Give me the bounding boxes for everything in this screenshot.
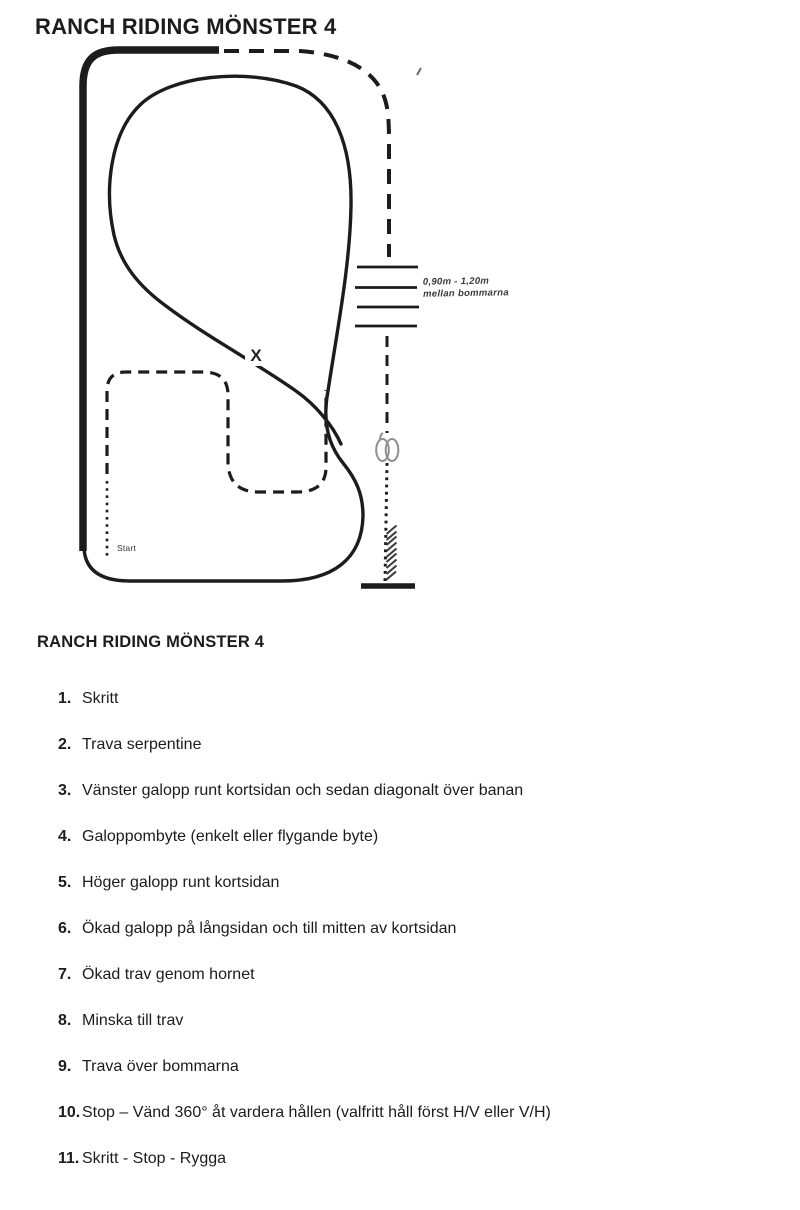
step-number: 6. [58,920,72,937]
step-number: 11. [58,1150,80,1167]
step-text: Vänster galopp runt kortsidan och sedan diagonalt över banan [82,782,524,799]
step-text: Trava över bommarna [82,1058,239,1075]
lope-dashed-path [224,51,389,257]
step-number: 3. [58,782,72,799]
step-row [58,1149,551,1169]
step-row [58,1011,551,1031]
spin-360-icon [376,433,398,461]
step-text: Minska till trav [82,1012,184,1029]
start-label: Start [117,543,136,553]
step-row [58,919,551,939]
poles-spacing-line1: 0,90m - 1,20m [422,275,490,288]
step-number: 8. [58,1012,72,1029]
step-number: 4. [58,828,72,845]
step-row [58,1103,551,1123]
poles-spacing-note [423,275,509,300]
step-text: Trava serpentine [82,736,202,753]
scan-artifact-mark [417,68,421,75]
step-row [58,873,551,893]
trot-poles [355,267,419,326]
walk-dotted-line [385,463,387,583]
step-row [58,689,551,709]
step-number: 9. [58,1058,72,1075]
step-number: 5. [58,874,72,891]
step-text: Galoppombyte (enkelt eller flygande byte) [82,828,379,845]
page-title: RANCH RIDING MÖNSTER 4 [35,14,337,39]
step-row [58,827,551,847]
step-row [58,965,551,985]
main-loop-path [84,76,363,581]
step-text: Skritt [82,690,119,707]
arena-wall-line [83,50,219,551]
step-row [58,735,551,755]
step-text: Skritt - Stop - Rygga [82,1150,227,1167]
step-text: Ökad trav genom hornet [82,966,255,983]
step-number: 7. [58,966,72,983]
steps-list [58,689,551,1169]
step-row [58,781,551,801]
poles-spacing-line2: mellan bommarna [423,287,509,300]
step-text: Höger galopp runt kortsidan [82,874,280,891]
step-row [58,1057,551,1077]
step-text: Ökad galopp på långsidan och till mitten av kortsidan [82,920,457,937]
step-number: 2. [58,736,72,753]
step-number: 10. [58,1104,81,1121]
backup-hatch-marks [386,526,397,581]
pattern-heading: RANCH RIDING MÖNSTER 4 [37,633,265,651]
center-marker-x: X [245,345,267,366]
step-number: 1. [58,690,72,707]
step-text: Stop – Vänd 360° åt vardera hållen (valfritt håll först H/V eller V/H) [82,1104,551,1121]
